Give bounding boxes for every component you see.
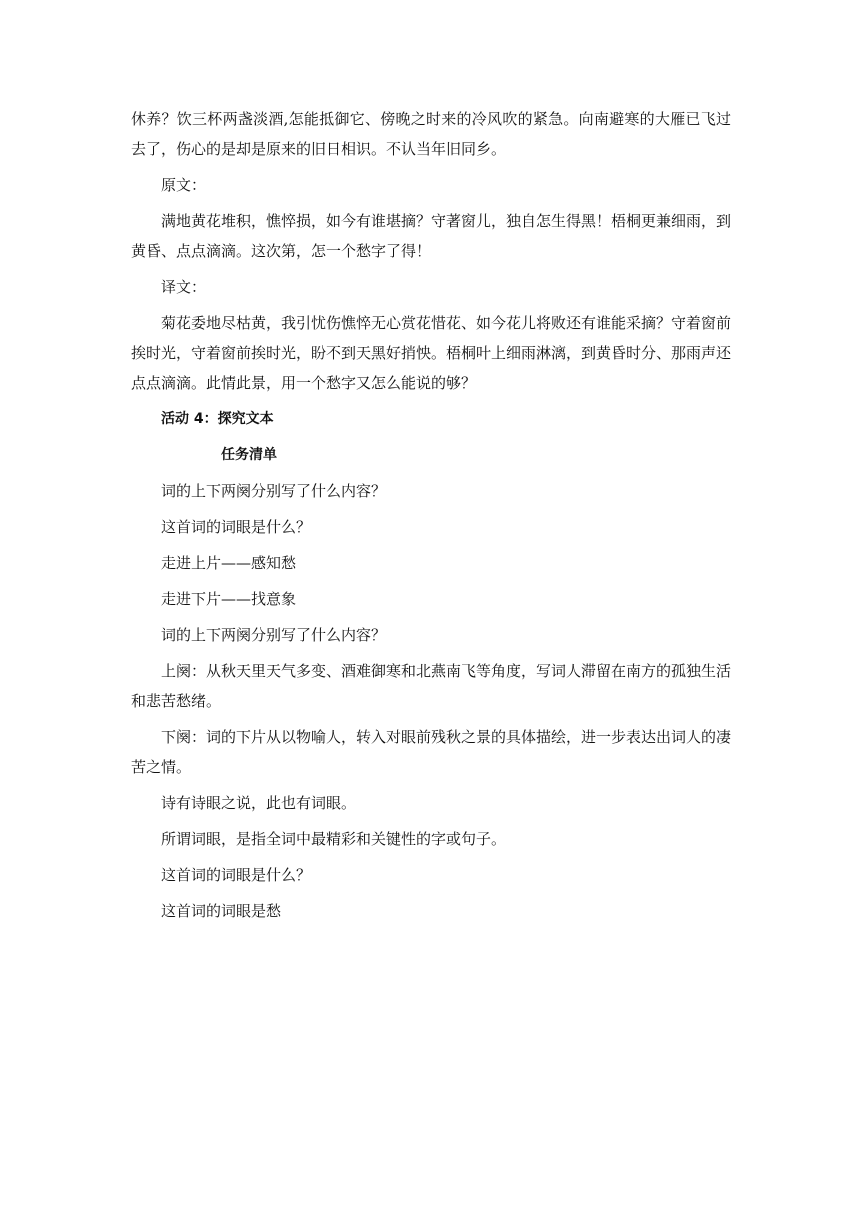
paragraph-word-eye-intro: 诗有诗眼之说，此也有词眼。 bbox=[161, 794, 357, 812]
question-word-eye: 这首词的词眼是什么？ bbox=[161, 866, 312, 884]
document-body bbox=[131, 104, 731, 932]
paragraph-word-eye-definition: 所谓词眼，是指全词中最精彩和关键性的字或句子。 bbox=[161, 830, 507, 848]
question-content: 词的上下两阕分别写了什么内容？ bbox=[161, 626, 387, 644]
label-original-text: 原文： bbox=[161, 176, 207, 194]
activity-heading: 活动 4：探究文本 bbox=[161, 411, 274, 427]
answer-upper-stanza: 上阕：从秋天里天气多变、酒难御寒和北燕南飞等角度，写词人滞留在南方的孤独生活和悲苦愁绪。 bbox=[131, 662, 732, 710]
paragraph-original-poem: 满地黄花堆积，憔悴损，如今有谁堪摘？守著窗儿，独自怎生得黑！梧桐更兼细雨，到黄昏、点点滴滴。这次第，怎一个愁字了得！ bbox=[131, 212, 732, 260]
task-item-3: 走进上片——感知愁 bbox=[161, 554, 297, 572]
label-translation: 译文： bbox=[161, 278, 207, 296]
task-list-heading: 任务清单 bbox=[221, 447, 277, 463]
paragraph-translation-end: 休养？饮三杯两盏淡酒,怎能抵御它、傍晚之时来的冷风吹的紧急。向南避寒的大雁已飞过去了，伤心的是却是原来的旧日相识。不认当年旧同乡。 bbox=[131, 110, 731, 158]
answer-word-eye: 这首词的词眼是愁 bbox=[161, 902, 282, 920]
task-item-2: 这首词的词眼是什么？ bbox=[161, 518, 312, 536]
paragraph-translation: 菊花委地尽枯黄，我引忧伤憔悴无心赏花惜花、如今花儿将败还有谁能采摘？守着窗前挨时光，守着窗前挨时光，盼不到天黑好捎怏。梧桐叶上细雨淋漓，到黄昏时分、那雨声还点点滴滴。此情此景，用一个愁字又怎么能说的够？ bbox=[131, 314, 732, 392]
task-item-1: 词的上下两阕分别写了什么内容？ bbox=[161, 482, 387, 500]
task-item-4: 走进下片——找意象 bbox=[161, 590, 297, 608]
answer-lower-stanza: 下阕：词的下片从以物喻人，转入对眼前残秋之景的具体描绘，进一步表达出词人的凄苦之情。 bbox=[131, 728, 732, 776]
